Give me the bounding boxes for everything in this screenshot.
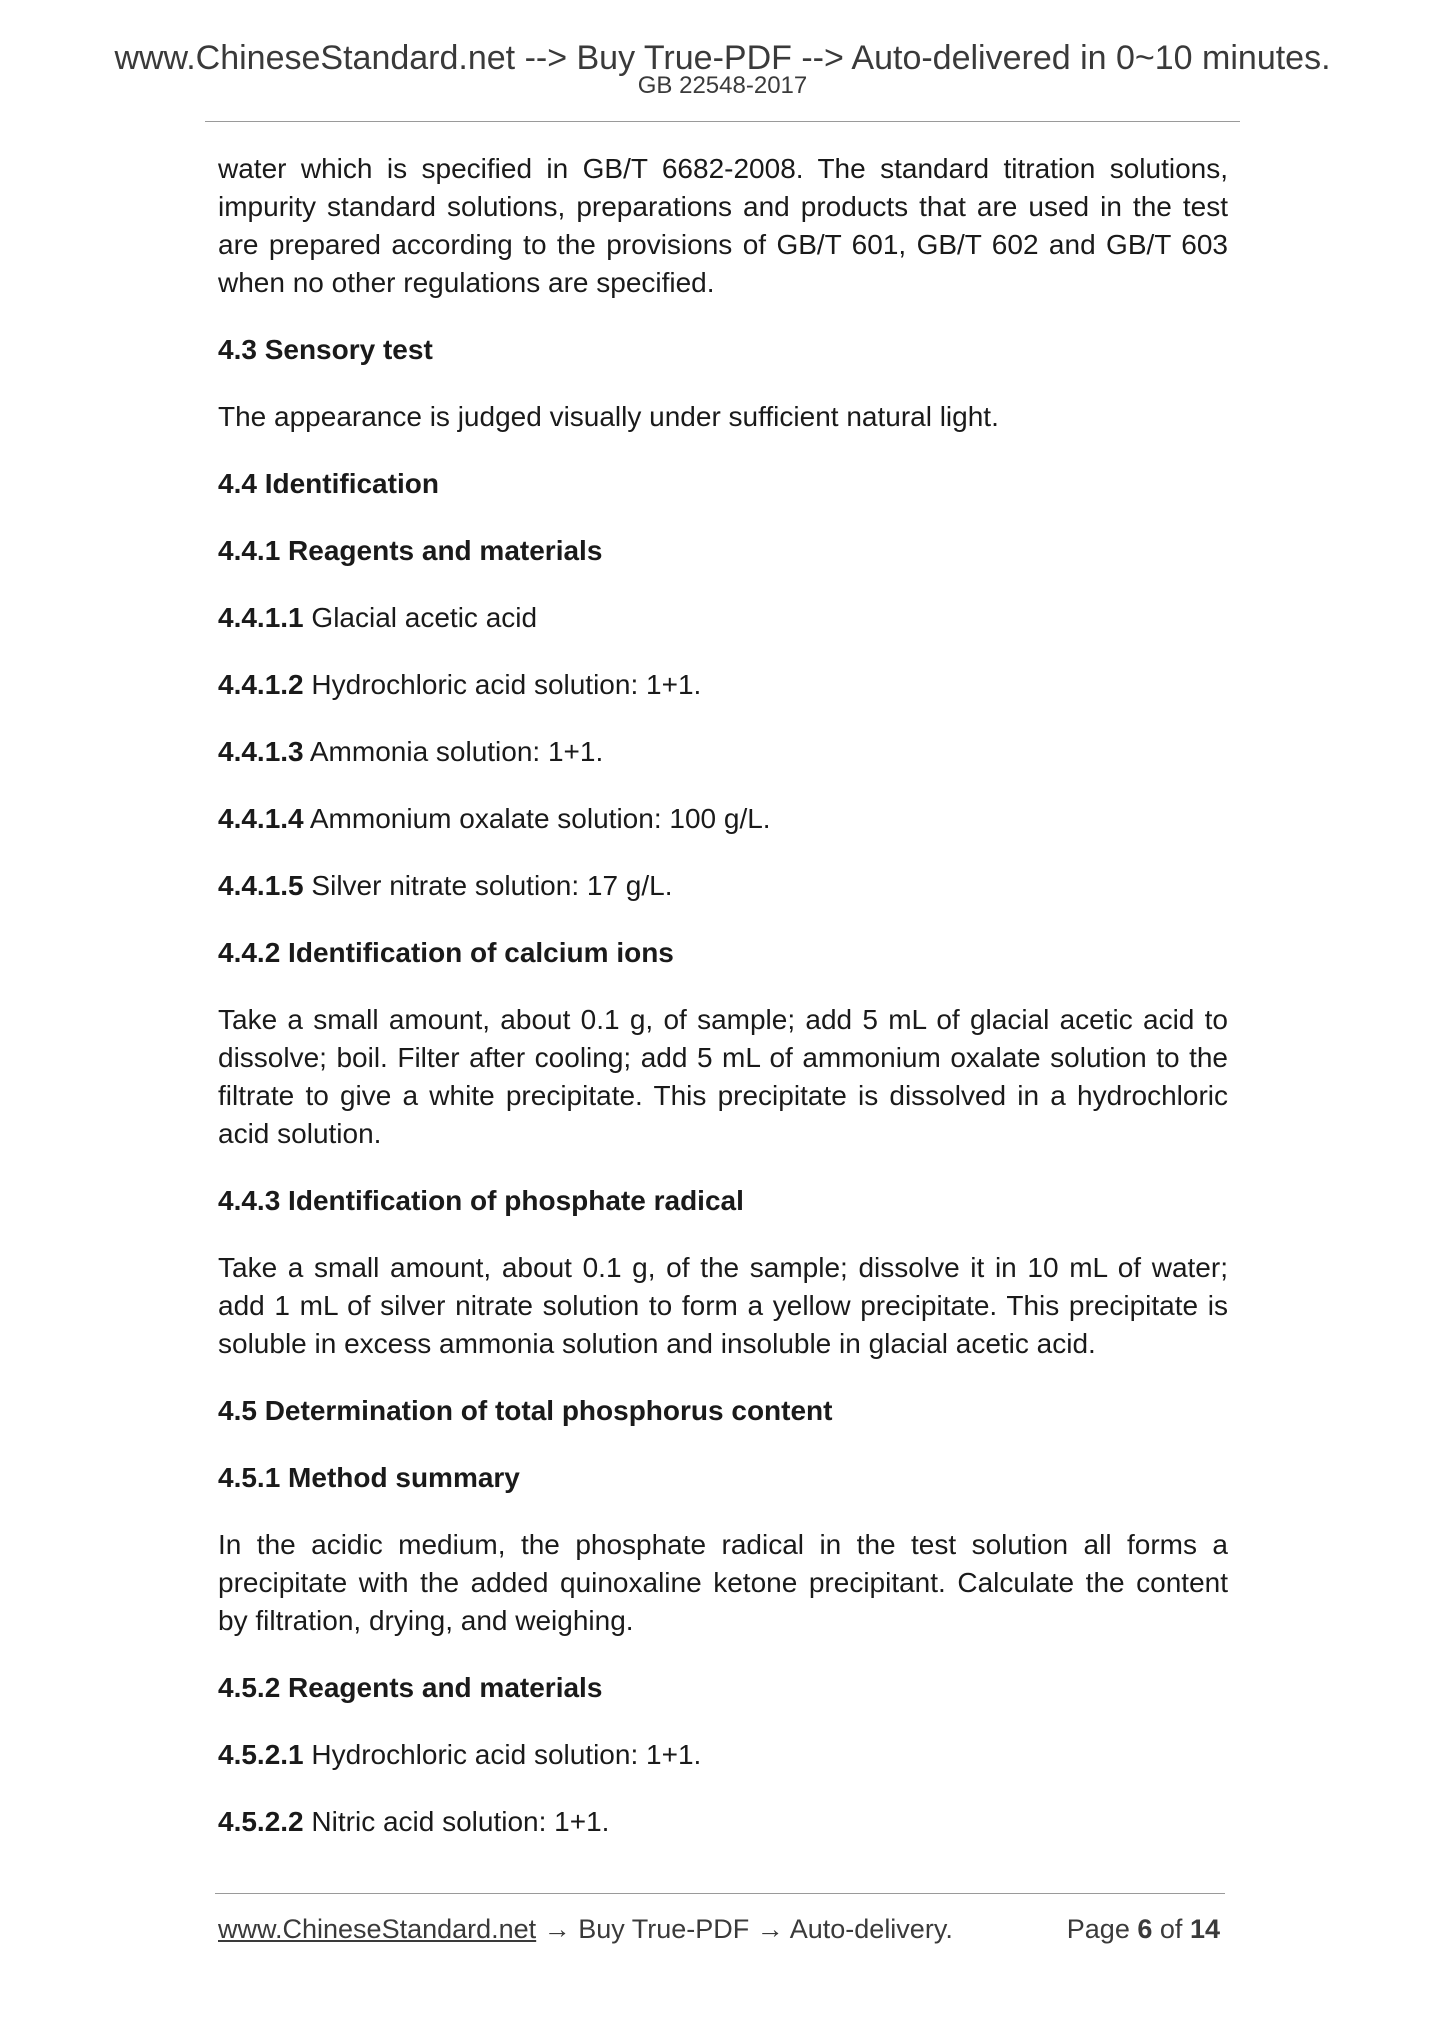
clause-4-4-1-5 bbox=[218, 867, 1228, 905]
clause-number: 4.4.1.1 bbox=[218, 602, 304, 633]
heading-4-3: 4.3 Sensory test bbox=[218, 334, 433, 365]
heading-4-4: 4.4 Identification bbox=[218, 468, 439, 499]
header-divider bbox=[205, 121, 1240, 122]
clause-number: 4.5.2.2 bbox=[218, 1806, 304, 1837]
clause-text: Silver nitrate solution: 17 g/L. bbox=[311, 870, 673, 901]
clause-number: 4.4.1.4 bbox=[218, 803, 304, 834]
page-label: Page bbox=[1066, 1914, 1130, 1944]
heading-4-4-3: 4.4.3 Identification of phosphate radical bbox=[218, 1185, 744, 1216]
clause-text: Nitric acid solution: 1+1. bbox=[311, 1806, 610, 1837]
clause-text: Ammonium oxalate solution: 100 g/L. bbox=[309, 803, 771, 834]
page-current: 6 bbox=[1137, 1914, 1153, 1944]
heading-4-4-2: 4.4.2 Identification of calcium ions bbox=[218, 937, 674, 968]
footer-tagline: → Buy True-PDF → Auto-delivery. bbox=[536, 1914, 953, 1944]
clause-4-4-1-3 bbox=[218, 733, 1228, 771]
of-label: of bbox=[1159, 1914, 1183, 1944]
clause-4-4-1-1 bbox=[218, 599, 1228, 637]
heading-4-5: 4.5 Determination of total phosphorus content bbox=[218, 1395, 833, 1426]
site-link[interactable]: www.ChineseStandard.net bbox=[218, 1914, 537, 1944]
paragraph-4-3: The appearance is judged visually under sufficient natural light. bbox=[218, 401, 999, 432]
document-body bbox=[218, 150, 1228, 1870]
clause-number: 4.4.1.2 bbox=[218, 669, 304, 700]
clause-text: Ammonia solution: 1+1. bbox=[309, 736, 604, 767]
clause-text: Hydrochloric acid solution: 1+1. bbox=[311, 669, 702, 700]
clause-number: 4.5.2.1 bbox=[218, 1739, 304, 1770]
clause-number: 4.4.1.3 bbox=[218, 736, 304, 767]
page-indicator bbox=[1067, 1912, 1220, 1946]
clause-4-5-2-1 bbox=[218, 1736, 1228, 1774]
standard-code: GB 22548-2017 bbox=[637, 72, 808, 99]
paragraph-4-4-3: Take a small amount, about 0.1 g, of the sample; dissolve it in 10 mL of water; add 1 mL of silver nitrate solution to form a yellow precipitate. This precipitate is soluble in excess ammonia solution and insoluble in glacial acetic acid. bbox=[218, 1252, 1228, 1359]
clause-number: 4.4.1.5 bbox=[218, 870, 304, 901]
heading-4-5-2: 4.5.2 Reagents and materials bbox=[218, 1672, 603, 1703]
heading-4-4-1: 4.4.1 Reagents and materials bbox=[218, 535, 603, 566]
footer-divider bbox=[215, 1893, 1225, 1894]
clause-text: Hydrochloric acid solution: 1+1. bbox=[311, 1739, 702, 1770]
clause-4-4-1-2 bbox=[218, 666, 1228, 704]
paragraph-4-5-1: In the acidic medium, the phosphate radical in the test solution all forms a precipitate with the added quinoxaline ketone precipitant. Calculate the content by filtration, drying, and weighing. bbox=[218, 1529, 1228, 1636]
clause-4-5-2-2 bbox=[218, 1803, 1228, 1841]
clause-text: Glacial acetic acid bbox=[311, 602, 538, 633]
intro-paragraph: water which is specified in GB/T 6682-2008. The standard titration solutions, impurity standard solutions, preparations and products that are used in the test are prepared according to the provisions of GB/T 601, GB/T 602 and GB/T 603 when no other regulations are specified. bbox=[218, 153, 1228, 298]
heading-4-5-1: 4.5.1 Method summary bbox=[218, 1462, 520, 1493]
clause-4-4-1-4 bbox=[218, 800, 1228, 838]
footer-promo bbox=[218, 1912, 953, 1946]
top-banner: www.ChineseStandard.net --> Buy True-PDF --> Auto-delivered in 0~10 minutes. bbox=[114, 39, 1331, 77]
paragraph-4-4-2: Take a small amount, about 0.1 g, of sample; add 5 mL of glacial acetic acid to dissolve; boil. Filter after cooling; add 5 mL of ammonium oxalate solution to the filtrate to give a white precipitate. This precipitate is dissolved in a hydrochloric acid solution. bbox=[218, 1004, 1228, 1149]
page-total: 14 bbox=[1189, 1914, 1220, 1944]
